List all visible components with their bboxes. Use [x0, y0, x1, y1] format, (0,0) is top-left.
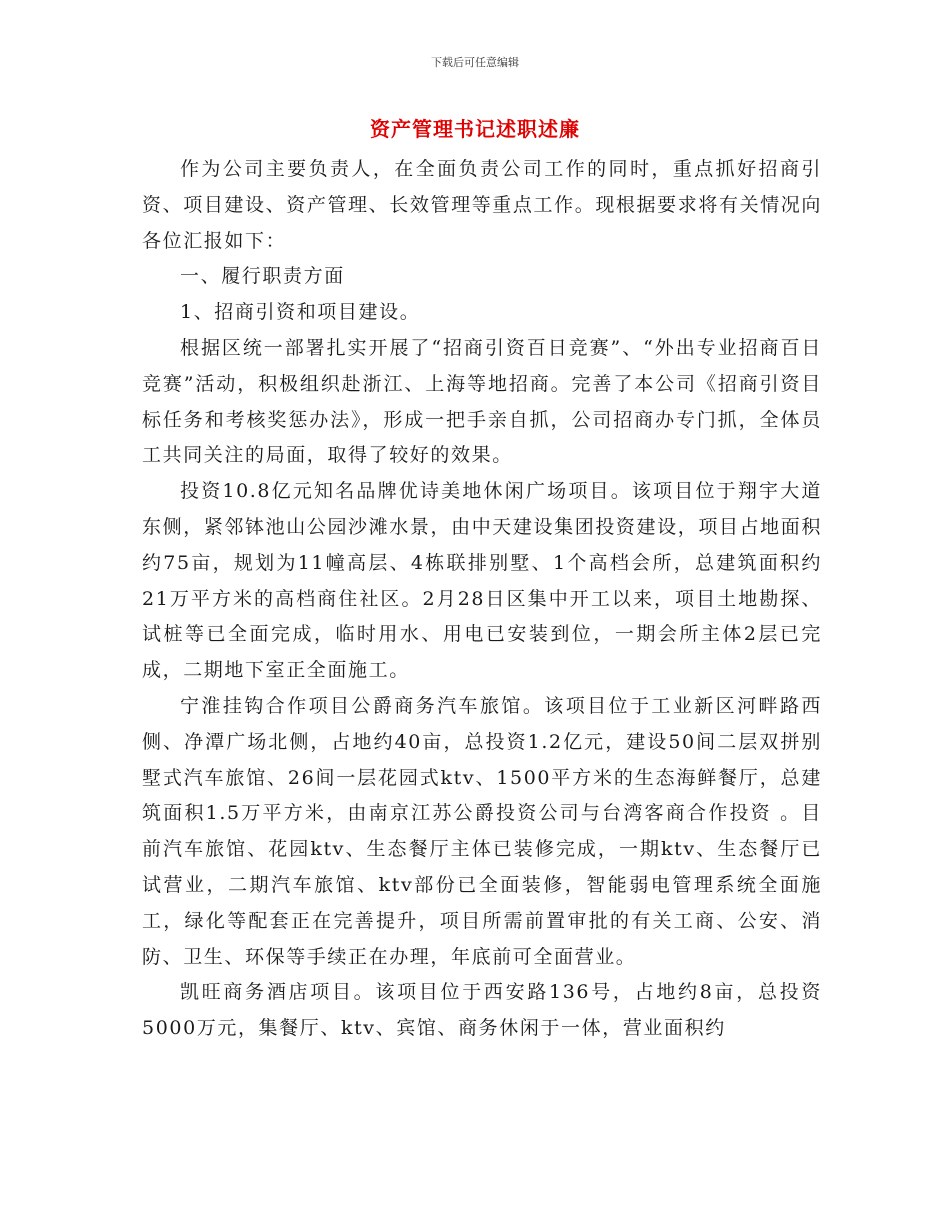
paragraph: 根据区统一部署扎实开展了“招商引资百日竞赛”、“外出专业招商百日竞赛”活动，积极组织赴浙江、上海等地招商。完善了本公司《招商引资目标任务和考核奖惩办法》，形成一把手亲自抓，公司招商办专门抓，全体员工共同关注的局面，取得了较好的效果。: [142, 336, 822, 467]
paragraph: 作为公司主要负责人，在全面负责公司工作的同时，重点抓好招商引资、项目建设、资产管理、长效管理等重点工作。现根据要求将有关情况向各位汇报如下：: [142, 158, 822, 252]
subsection-heading: 1、招商引资和项目建设。: [180, 301, 421, 324]
paragraph: 投资10.8亿元知名品牌优诗美地休闲广场项目。该项目位于翔宇大道东侧，紧邻钵池山公园沙滩水景，由中天建设集团投资建设，项目占地面积约75亩，规划为11幢高层、4栋联排别墅、1个高档会所，总建筑面积约21万平方米的高档商住社区。2月28日区集中开工以来，项目土地勘探、试桩等已全面完成，临时用水、用电已安装到位，一期会所主体2层已完成，二期地下室正全面施工。: [142, 480, 822, 682]
paragraph: 凯旺商务酒店项目。该项目位于西安路136号，占地约8亩，总投资5000万元，集餐厅、ktv、宾馆、商务休闲于一体，营业面积约: [142, 981, 822, 1040]
document-body: [142, 152, 822, 1047]
header-note: 下载后可任意编辑: [431, 56, 519, 69]
paragraph: 宁淮挂钩合作项目公爵商务汽车旅馆。该项目位于工业新区河畔路西侧、净潭广场北侧，占地约40亩，总投资1.2亿元，建设50间二层双拼别墅式汽车旅馆、26间一层花园式ktv、1500平方米的生态海鲜餐厅，总建筑面积1.5万平方米，由南京江苏公爵投资公司与台湾客商合作投资 。目前汽车旅馆、花园ktv、生态餐厅主体已装修完成，一期ktv、生态餐厅已试营业，二期汽车旅馆、ktv部份已全面装修，智能弱电管理系统全面施工，绿化等配套正在完善提升，项目所需前置审批的有关工商、公安、消防、卫生、环保等手续正在办理，年底前可全面营业。: [142, 694, 822, 968]
section-heading: 一、履行职责方面: [180, 265, 345, 288]
document-title: 资产管理书记述职述廉: [370, 117, 580, 141]
